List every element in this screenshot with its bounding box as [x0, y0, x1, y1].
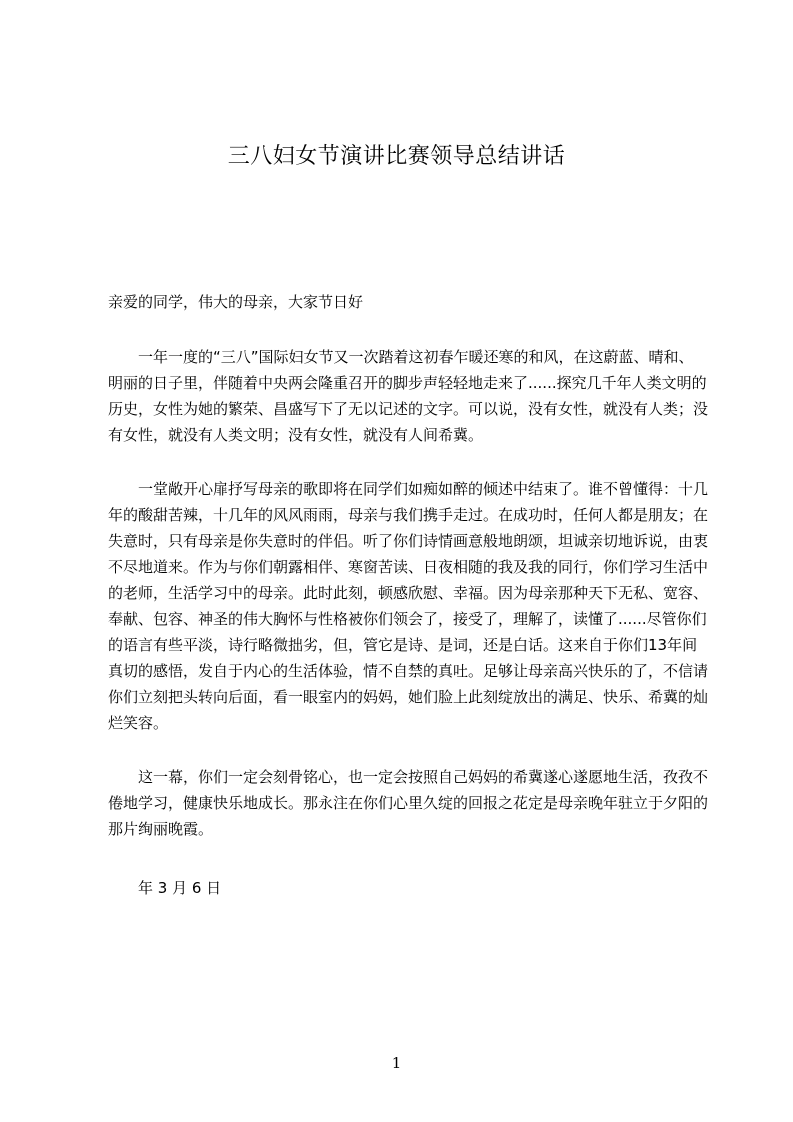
- page-number: 1: [391, 1054, 402, 1072]
- salutation: 亲爱的同学，伟大的母亲，大家节日好: [108, 293, 364, 311]
- document-title: 三八妇女节演讲比赛领导总结讲话: [227, 144, 566, 169]
- paragraph-1: 一年一度的“三八”国际妇女节又一次踏着这初春乍暖还寒的和风，在这蔚蓝、晴和、明丽的日子里，伴随着中央两会隆重召开的脚步声轻轻地走来了......探究几千年人类文明的历史，女性为她的繁荣、昌盛写下了无以记述的文字。可以说，没有女性，就没有人类；没有女性，就没有人类文明；没有女性，就没有人间希冀。: [108, 348, 709, 444]
- document-date: 年 3 月 6 日: [138, 879, 222, 897]
- paragraph-3: 这一幕，你们一定会刻骨铭心，也一定会按照自己妈妈的希冀遂心遂愿地生活，孜孜不倦地学习，健康快乐地成长。那永注在你们心里久绽的回报之花定是母亲晚年驻立于夕阳的那片绚丽晚霞。: [108, 768, 709, 838]
- paragraph-2: 一堂敞开心扉抒写母亲的歌即将在同学们如痴如醉的倾述中结束了。谁不曾懂得：十几年的酸甜苦辣，十几年的风风雨雨，母亲与我们携手走过。在成功时，任何人都是朋友；在失意时，只有母亲是你失意时的伴侣。听了你们诗情画意般地朗颂，坦诚亲切地诉说，由衷不尽地道来。作为与你们朝露相伴、寒窗苦读、日夜相随的我及我的同行，你们学习生活中的老师，生活学习中的母亲。此时此刻，顿感欣慰、幸福。因为母亲那种天下无私、宽容、奉献、包容、神圣的伟大胸怀与性格被你们领会了，接受了，理解了，读懂了......尽管你们的语言有些平淡，诗行略微拙劣，但，管它是诗、是词，还是白话。这来自于你们13年间真切的感悟，发自于内心的生活体验，情不自禁的真吐。足够让母亲高兴快乐的了，不信请你们立刻把头转向后面，看一眼室内的妈妈，她们脸上此刻绽放出的满足、快乐、希冀的灿烂笑容。: [108, 480, 709, 732]
